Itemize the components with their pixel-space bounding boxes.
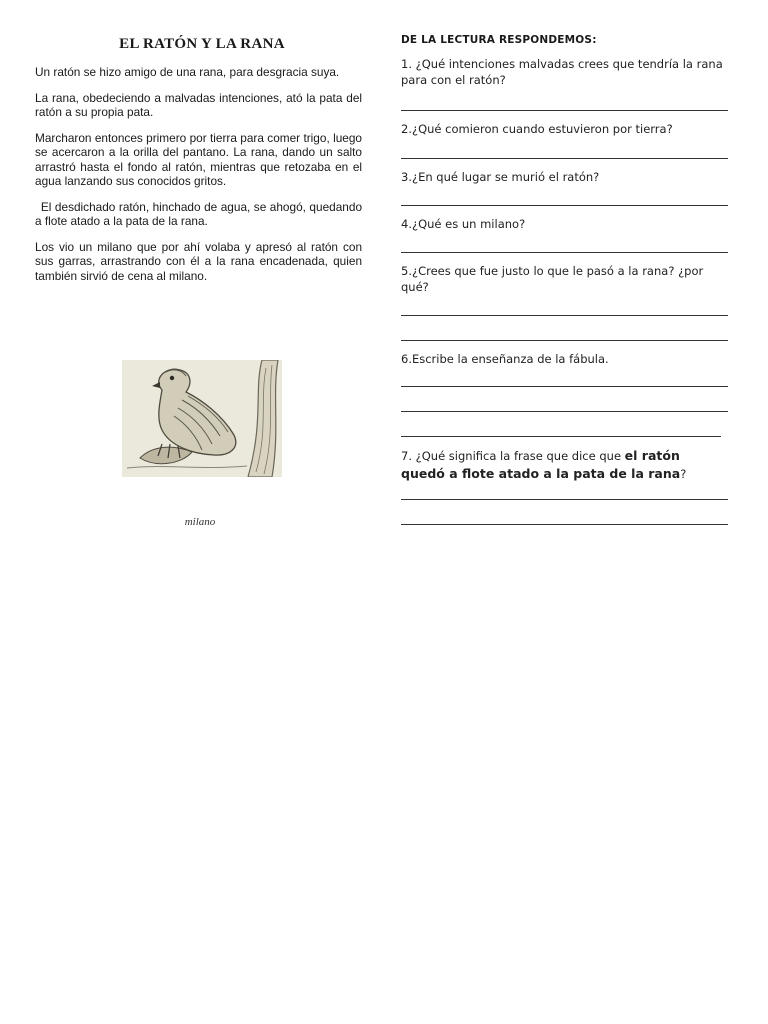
answer-line-7a[interactable]: [401, 499, 728, 500]
story-paragraph-1: Un ratón se hizo amigo de una rana, para desgracia suya.: [35, 65, 340, 79]
question-5: 5.¿Crees que fue justo lo que le pasó a la rana? ¿por qué?: [401, 264, 704, 294]
story-title: EL RATÓN Y LA RANA: [119, 36, 285, 52]
story-paragraph-5: Los vio un milano que por ahí volaba y apresó al ratón con sus garras, arrastrando con él a la rana encadenada, quien también sirvió de cena al milano.: [35, 239, 363, 283]
question-7-prefix: 7. ¿Qué significa la frase que dice que: [401, 449, 625, 463]
answer-line-2[interactable]: [401, 158, 728, 159]
answer-line-6b[interactable]: [401, 411, 728, 412]
story-paragraph-2: La rana, obedeciendo a malvadas intenciones, ató la pata del ratón a su propia pata.: [35, 90, 363, 119]
image-caption: milano: [184, 516, 216, 528]
story-paragraph-4: El desdichado ratón, hinchado de agua, se ahogó, quedando a flote atado a la pata de la rana.: [35, 199, 363, 228]
question-7-quoted-phrase: el ratón quedó a flote atado a la pata de la rana: [401, 448, 681, 481]
answer-line-3[interactable]: [401, 205, 728, 206]
story-paragraph-3: Marcharon entonces primero por tierra para comer trigo, luego se acercaron a la orilla del pantano. La rana, dando un salto arrastró hasta el fondo al ratón, mientras que retozaba en el agua lanzando sus conocidos gritos.: [35, 130, 363, 188]
answer-line-6a[interactable]: [401, 386, 728, 387]
question-7-suffix: ?: [680, 467, 687, 481]
question-3: 3.¿En qué lugar se murió el ratón?: [401, 170, 600, 184]
answer-line-1[interactable]: [401, 110, 728, 111]
kite-bird-illustration: [122, 360, 282, 477]
question-2: 2.¿Qué comieron cuando estuvieron por tierra?: [401, 122, 673, 136]
answer-line-5a[interactable]: [401, 315, 728, 316]
answer-line-5b[interactable]: [401, 340, 728, 341]
questions-column: [401, 34, 728, 525]
answer-line-4[interactable]: [401, 252, 728, 253]
story-column: [35, 36, 367, 294]
question-6: 6.Escribe la enseñanza de la fábula.: [401, 352, 609, 366]
question-1: 1. ¿Qué intenciones malvadas crees que tendría la rana para con el ratón?: [401, 57, 723, 87]
answer-line-6c[interactable]: [401, 436, 721, 437]
answer-line-7b[interactable]: [401, 524, 728, 525]
questions-title: DE LA LECTURA RESPONDEMOS:: [401, 34, 597, 46]
kite-bird-drawing: [122, 360, 282, 477]
question-4: 4.¿Qué es un milano?: [401, 217, 526, 231]
question-7: [401, 447, 728, 483]
